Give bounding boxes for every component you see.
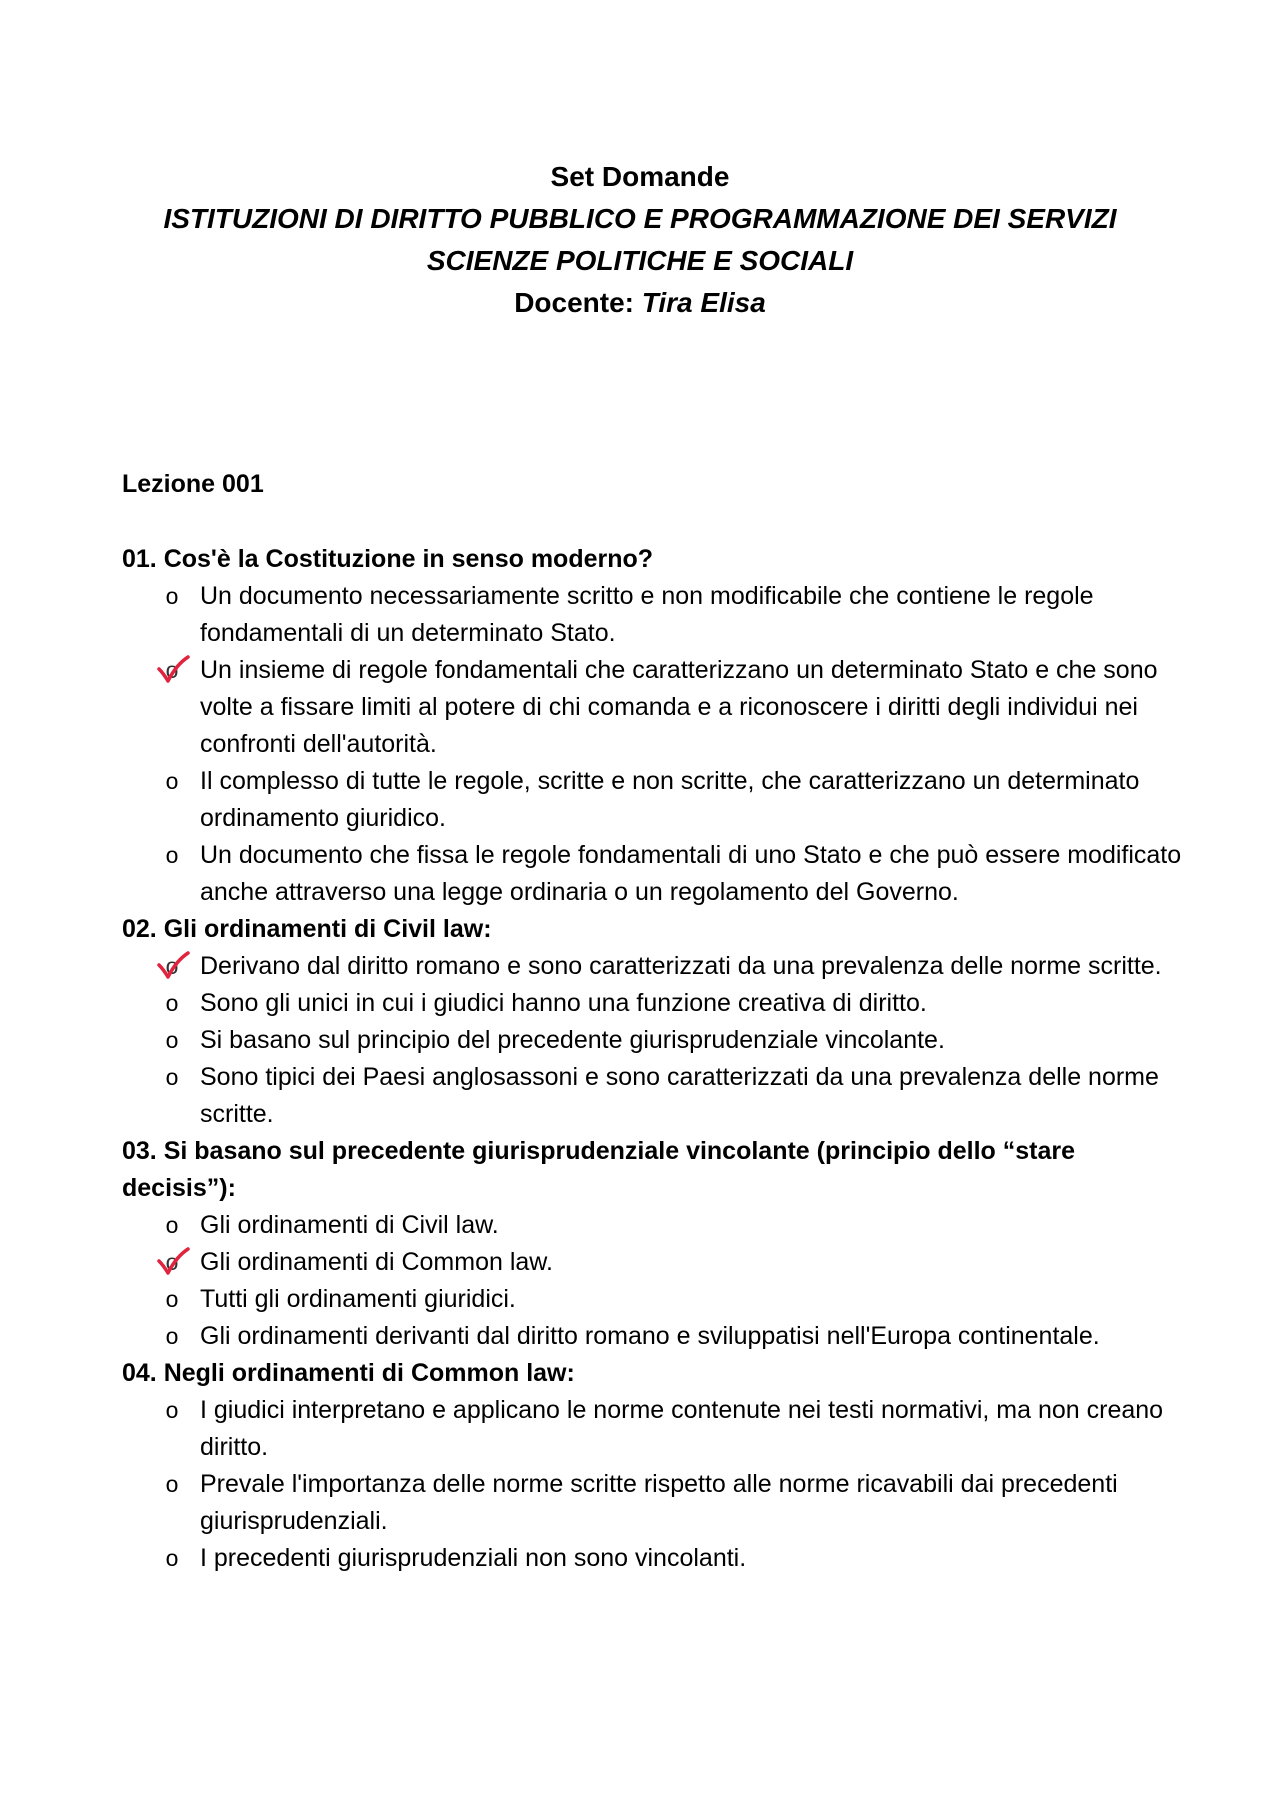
answer-option bbox=[122, 1022, 1182, 1059]
circle-bullet-icon: o bbox=[165, 1064, 179, 1090]
question-4: 04. Negli ordinamenti di Common law: bbox=[122, 1359, 575, 1387]
answer-text: Gli ordinamenti di Common law. bbox=[200, 1248, 553, 1276]
answer-option bbox=[122, 1392, 1182, 1466]
teacher-label: Docente: bbox=[514, 287, 634, 318]
answer-option bbox=[122, 652, 1182, 763]
circle-bullet-icon: o bbox=[165, 1249, 179, 1275]
circle-bullet-icon: o bbox=[165, 1323, 179, 1349]
answer-list bbox=[122, 1207, 1182, 1355]
answer-text: Un insieme di regole fondamentali che caratterizzano un determinato Stato e che sono volte a fissare limiti al potere di chi comanda e a riconoscere i diritti degli individui nei confronti dell'autorità. bbox=[200, 656, 1158, 758]
circle-bullet-icon: o bbox=[165, 842, 179, 868]
red-check-icon bbox=[156, 950, 190, 982]
department-title: SCIENZE POLITICHE E SOCIALI bbox=[426, 245, 854, 276]
answer-text: Sono tipici dei Paesi anglosassoni e sono caratterizzati da una prevalenza delle norme scritte. bbox=[200, 1063, 1159, 1128]
answer-option bbox=[122, 578, 1182, 652]
answer-text: Prevale l'importanza delle norme scritte rispetto alle norme ricavabili dai precedenti giurisprudenziali. bbox=[200, 1470, 1118, 1535]
answer-option bbox=[122, 1207, 1182, 1244]
answer-option bbox=[122, 1540, 1182, 1577]
circle-bullet-icon: o bbox=[165, 953, 179, 979]
answer-text: I precedenti giurisprudenziali non sono vincolanti. bbox=[200, 1544, 747, 1572]
answer-text: I giudici interpretano e applicano le norme contenute nei testi normativi, ma non creano diritto. bbox=[200, 1396, 1164, 1461]
red-check-icon bbox=[156, 654, 190, 686]
answer-text: Sono gli unici in cui i giudici hanno una funzione creativa di diritto. bbox=[200, 989, 927, 1017]
answer-text: Tutti gli ordinamenti giuridici. bbox=[200, 1285, 516, 1313]
answer-option bbox=[122, 837, 1182, 911]
question-list bbox=[122, 541, 1182, 1577]
answer-option bbox=[122, 1059, 1182, 1133]
question-3: 03. Si basano sul precedente giurisprudenziale vincolante (principio dello “stare decisis”): bbox=[122, 1137, 1076, 1202]
document-header bbox=[60, 156, 1220, 324]
answer-option bbox=[122, 1318, 1182, 1355]
circle-bullet-icon: o bbox=[165, 1545, 179, 1571]
answer-text: Derivano dal diritto romano e sono caratterizzati da una prevalenza delle norme scritte. bbox=[200, 952, 1162, 980]
answer-option bbox=[122, 1244, 1182, 1281]
answer-list bbox=[122, 1392, 1182, 1577]
circle-bullet-icon: o bbox=[165, 1397, 179, 1423]
page-title: Set Domande bbox=[550, 161, 730, 192]
circle-bullet-icon: o bbox=[165, 1286, 179, 1312]
circle-bullet-icon: o bbox=[165, 1471, 179, 1497]
answer-option bbox=[122, 948, 1182, 985]
answer-text: Il complesso di tutte le regole, scritte e non scritte, che caratterizzano un determinato ordinamento giuridico. bbox=[200, 767, 1140, 832]
circle-bullet-icon: o bbox=[165, 657, 179, 683]
teacher-name: Tira Elisa bbox=[641, 287, 766, 318]
answer-option bbox=[122, 985, 1182, 1022]
answer-list bbox=[122, 948, 1182, 1133]
teacher-line bbox=[60, 282, 1220, 324]
answer-text: Si basano sul principio del precedente giurisprudenziale vincolante. bbox=[200, 1026, 945, 1054]
lesson-content bbox=[122, 466, 1182, 1577]
red-check-icon bbox=[156, 1246, 190, 1278]
circle-bullet-icon: o bbox=[165, 990, 179, 1016]
circle-bullet-icon: o bbox=[165, 768, 179, 794]
answer-list bbox=[122, 578, 1182, 911]
question-2: 02. Gli ordinamenti di Civil law: bbox=[122, 915, 492, 943]
circle-bullet-icon: o bbox=[165, 583, 179, 609]
answer-text: Gli ordinamenti derivanti dal diritto romano e sviluppatisi nell'Europa continentale. bbox=[200, 1322, 1100, 1350]
answer-option bbox=[122, 763, 1182, 837]
answer-text: Un documento che fissa le regole fondamentali di uno Stato e che può essere modificato anche attraverso una legge ordinaria o un regolamento del Governo. bbox=[200, 841, 1182, 906]
answer-option bbox=[122, 1281, 1182, 1318]
lesson-title: Lezione 001 bbox=[122, 470, 264, 498]
course-title: ISTITUZIONI DI DIRITTO PUBBLICO E PROGRAMMAZIONE DEI SERVIZI bbox=[163, 203, 1117, 234]
answer-option bbox=[122, 1466, 1182, 1540]
circle-bullet-icon: o bbox=[165, 1212, 179, 1238]
answer-text: Un documento necessariamente scritto e non modificabile che contiene le regole fondamentali di un determinato Stato. bbox=[200, 582, 1094, 647]
answer-text: Gli ordinamenti di Civil law. bbox=[200, 1211, 499, 1239]
circle-bullet-icon: o bbox=[165, 1027, 179, 1053]
question-1: 01. Cos'è la Costituzione in senso moderno? bbox=[122, 545, 654, 573]
